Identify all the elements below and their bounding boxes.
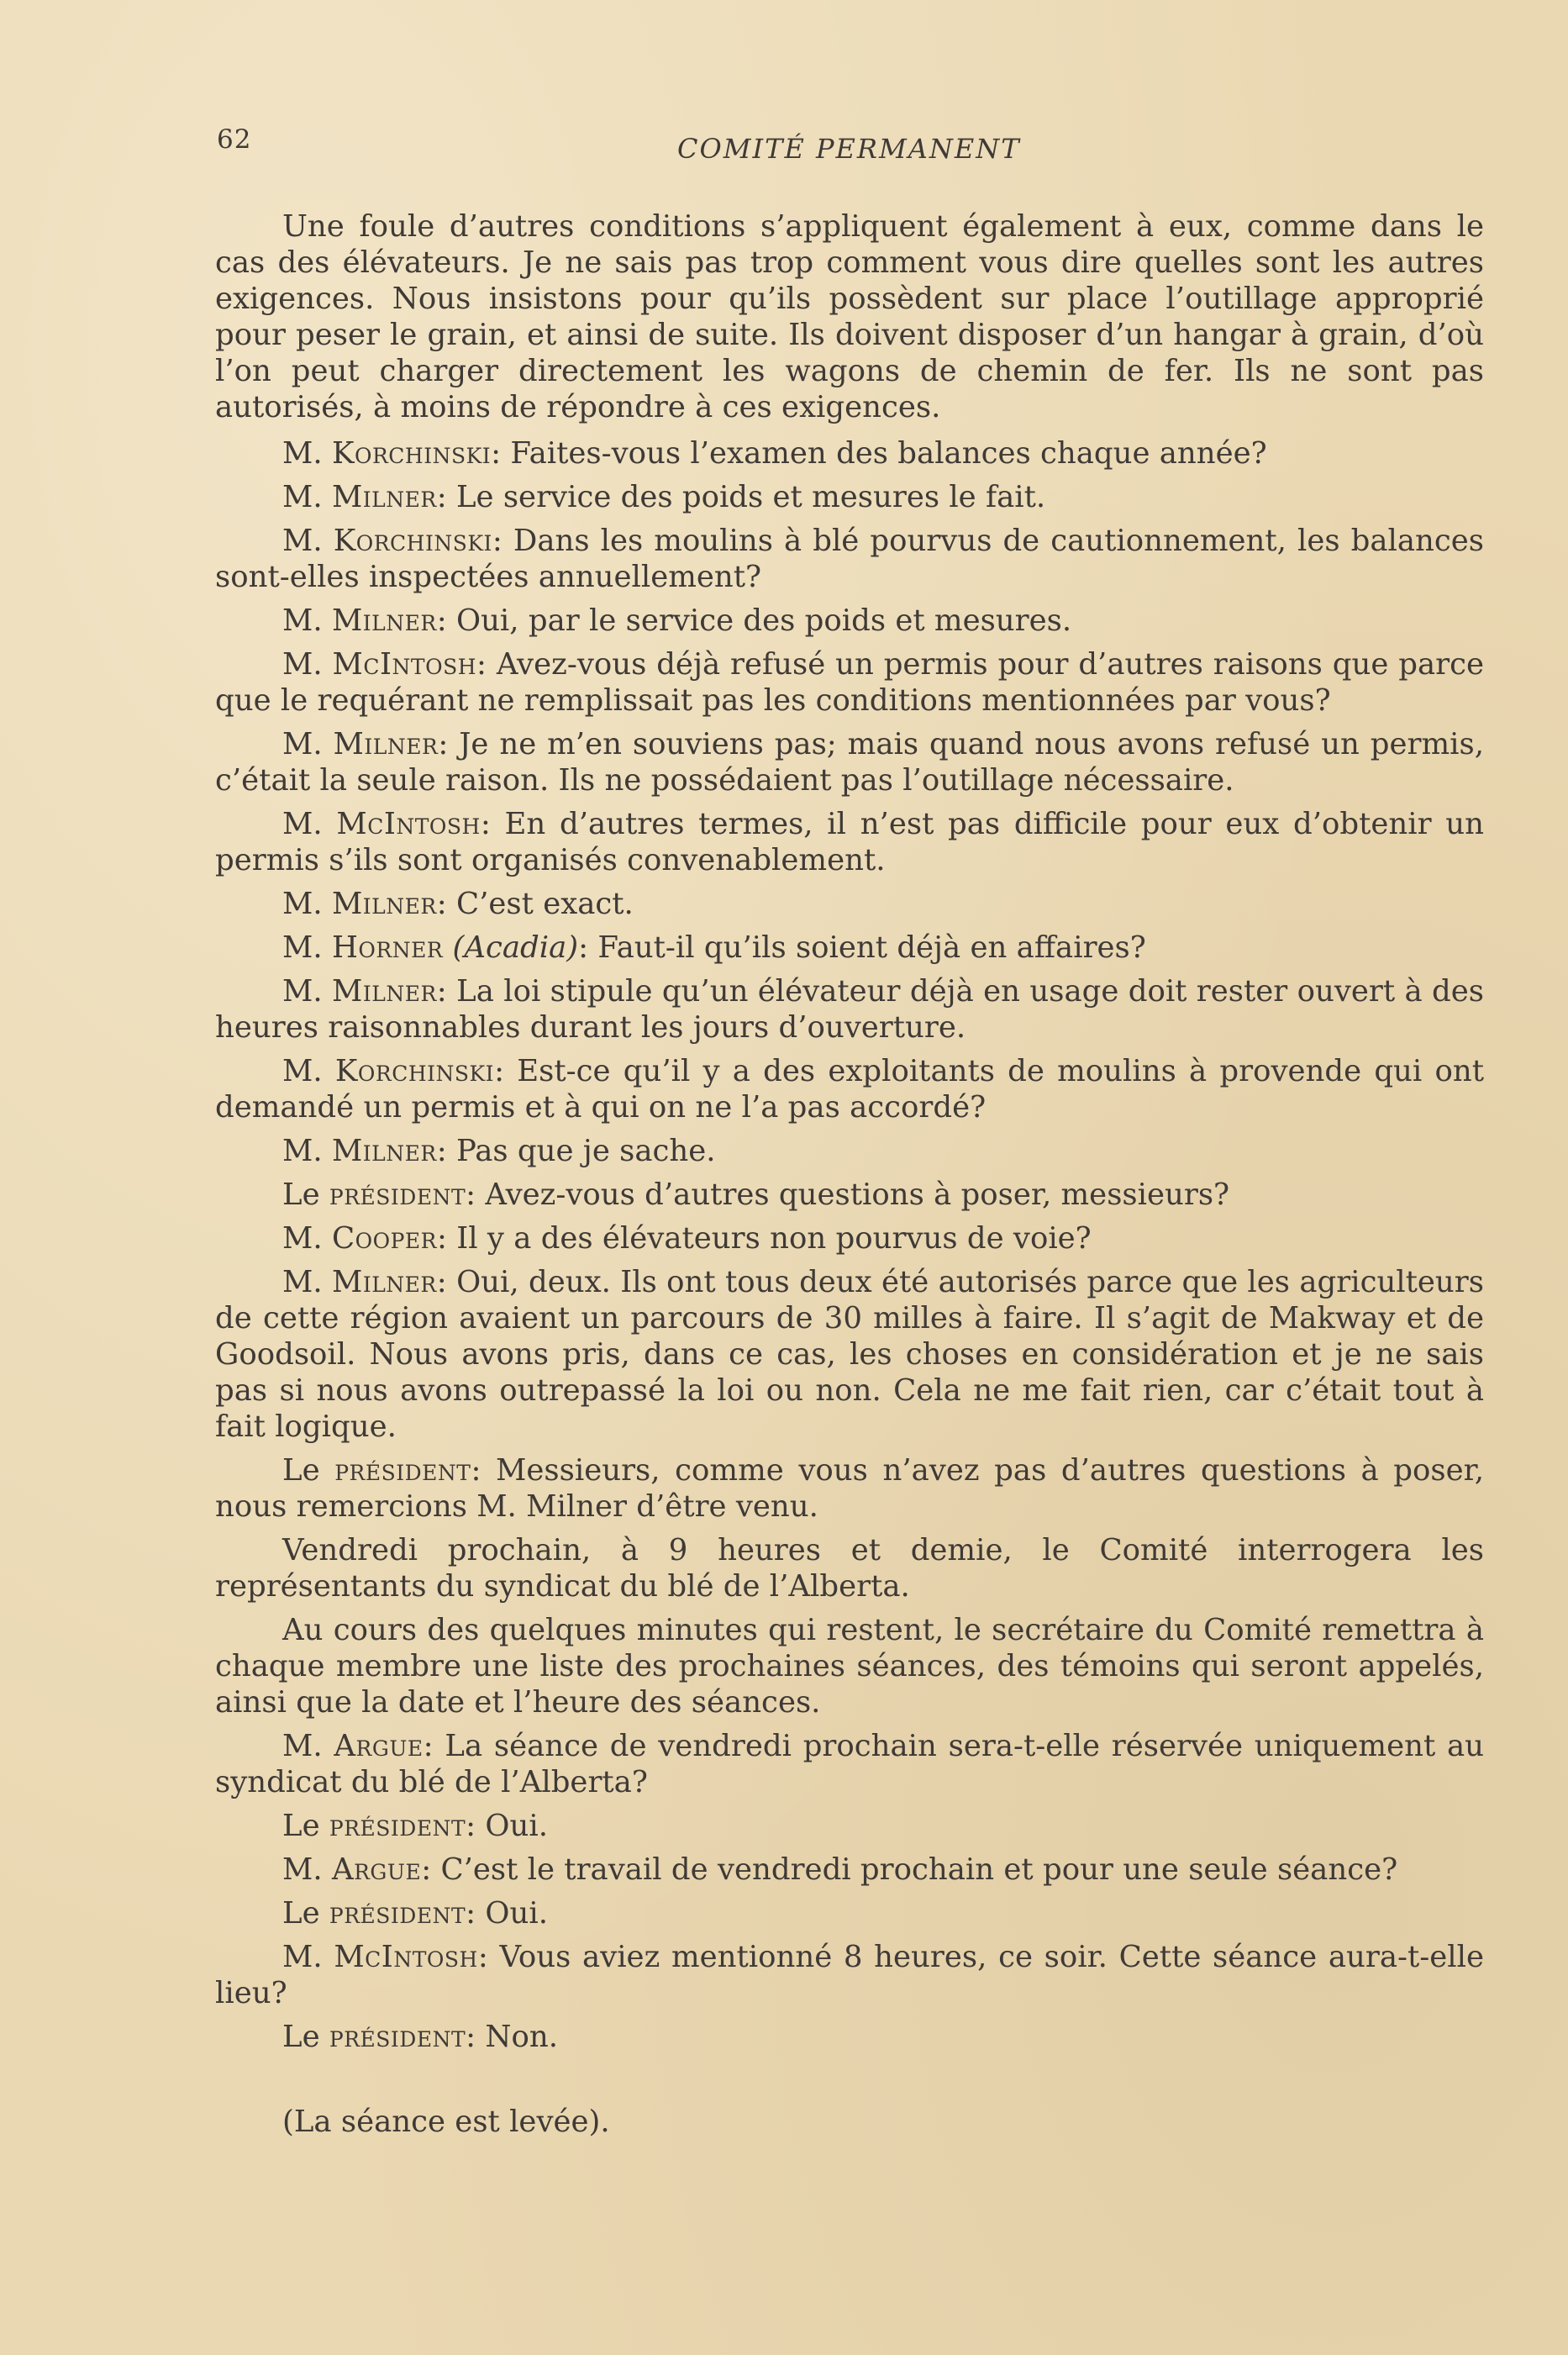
speaker-name: Milner <box>331 887 437 921</box>
speech-text: Le service des poids et mesures le fait. <box>455 480 1046 514</box>
speaker-name: Korchinski <box>333 524 492 558</box>
paragraph <box>215 1532 1484 1604</box>
paragraph <box>215 208 1484 425</box>
speech-paragraph: M. Milner: Je ne m’en souviens pas; mais quand nous avons refusé un permis, c’était la seule raison. Ils ne possédaient pas l’outillage nécessaire. <box>215 727 1484 798</box>
speaker-title: M. <box>282 974 323 1009</box>
speech-paragraph: M. Milner: La loi stipule qu’un élévateur déjà en usage doit rester ouvert à des heures raisonnables durant les jours d’ouverture. <box>215 974 1484 1045</box>
speaker-title: Le <box>282 1896 320 1931</box>
speech-paragraph: M. Korchinski: Est-ce qu’il y a des exploitants de moulins à provende qui ont demandé un permis et à qui on ne l’a pas accordé? <box>215 1054 1484 1125</box>
speaker-name: Argue <box>334 1729 424 1763</box>
speaker-title: M. <box>282 436 323 471</box>
speech-paragraph: M. Argue: C’est le travail de vendredi prochain et pour une seule séance? <box>282 1852 1398 1887</box>
speech-paragraph: M. Milner: Le service des poids et mesures le fait. <box>282 480 1046 514</box>
speech-paragraph: Le président: Oui. <box>282 1809 548 1843</box>
speech-text: Avez-vous d’autres questions à poser, messieurs? <box>485 1178 1230 1212</box>
speech-paragraph: M. Korchinski: Faites-vous l’examen des balances chaque année? <box>282 436 1267 471</box>
closing-text: (La séance est levée). <box>282 2105 610 2139</box>
speaker-name: Milner <box>332 974 437 1009</box>
speaker-name: McIntosh <box>332 647 477 682</box>
speech-paragraph: M. Horner (Acadia): Faut-il qu’ils soient déjà en affaires? <box>282 930 1146 965</box>
speaker-title: M. <box>282 1134 323 1168</box>
speaker-title: M. <box>282 807 323 841</box>
speech-text: La loi stipule qu’un élévateur déjà en usage doit rester ouvert à des heures raisonnables durant les jours d’ouverture. <box>215 974 1484 1045</box>
document-body <box>215 208 1484 2147</box>
speaker-name: Korchinski <box>334 1054 495 1088</box>
speech-text: En d’autres termes, il n’est pas difficile pour eux d’obtenir un permis s’ils sont organisés convenablement. <box>215 807 1484 877</box>
speaker-title: Le <box>282 1809 320 1843</box>
speech-paragraph: M. McIntosh: Vous aviez mentionné 8 heures, ce soir. Cette séance aura-t-elle lieu? <box>215 1940 1484 2010</box>
paragraph-text: Une foule d’autres conditions s’appliquent également à eux, comme dans le cas des élévateurs. Je ne sais pas trop comment vous dire quelles sont les autres exigences. Nous insistons pour qu’ils possèdent sur place l’outillage approprié pour peser le grain, et ainsi de suite. Ils doivent disposer d’un hangar à grain, d’où l’on peut charger directement les wagons de chemin de fer. Ils ne sont pas autorisés, à moins de répondre à ces exigences. <box>215 209 1484 424</box>
paragraph <box>215 1612 1484 1720</box>
speaker-title: M. <box>282 1265 323 1299</box>
speaker-name: Argue <box>331 1852 422 1887</box>
speech-text: C’est exact. <box>455 887 634 921</box>
speech-paragraph: M. Cooper: Il y a des élévateurs non pourvus de voie? <box>282 1221 1092 1256</box>
speech-paragraph: M. Milner: Oui, deux. Ils ont tous deux été autorisés parce que les agriculteurs de cette région avaient un parcours de 30 milles à faire. Il s’agit de Makway et de Goodsoil. Nous avons pris, dans ce cas, les choses en considération et je ne sais pas si nous avons outrepassé la loi ou non. Cela ne me fait rien, car c’était tout à fait logique. <box>215 1265 1484 1444</box>
speech-paragraph: Le président: Non. <box>282 2020 558 2054</box>
speech-text: La séance de vendredi prochain sera-t-elle réservée uniquement au syndicat du blé de l’Alberta? <box>215 1729 1484 1799</box>
closing-note <box>215 2104 1484 2140</box>
speaker-title: Le <box>282 2020 320 2054</box>
speaker-riding: (Acadia) <box>452 930 579 965</box>
running-title: COMITÉ PERMANENT <box>677 133 1021 165</box>
speaker-name: président <box>329 2020 466 2054</box>
speaker-name: Horner <box>331 930 444 965</box>
speaker-name: président <box>334 1453 471 1488</box>
speech-paragraph: Le président: Avez-vous d’autres questions à poser, messieurs? <box>282 1178 1230 1212</box>
speaker-name: Milner <box>333 727 439 761</box>
speech-paragraph: Le président: Oui. <box>282 1896 548 1931</box>
paragraph-text: Au cours des quelques minutes qui restent, le secrétaire du Comité remettra à chaque membre une liste des prochaines séances, des témoins qui seront appelés, ainsi que la date et l’heure des séances. <box>215 1613 1484 1720</box>
speech-text: Oui, deux. Ils ont tous deux été autorisés parce que les agriculteurs de cette région avaient un parcours de 30 milles à faire. Il s’agit de Makway et de Goodsoil. Nous avons pris, dans ce cas, les choses en considération et je ne sais pas si nous avons outrepassé la loi ou non. Cela ne me fait rien, car c’était tout à fait logique. <box>215 1265 1484 1444</box>
speech-paragraph: M. McIntosh: En d’autres termes, il n’est pas difficile pour eux d’obtenir un permis s’ils sont organisés convenablement. <box>215 807 1484 877</box>
paragraph-text: Vendredi prochain, à 9 heures et demie, le Comité interrogera les représentants du syndicat du blé de l’Alberta. <box>215 1533 1484 1604</box>
speech-paragraph: M. Milner: Oui, par le service des poids et mesures. <box>282 603 1072 638</box>
speech-text: Faut-il qu’ils soient déjà en affaires? <box>597 930 1146 965</box>
speech-text: Oui. <box>485 1809 548 1843</box>
speech-text: Est-ce qu’il y a des exploitants de moulins à provende qui ont demandé un permis et à qui on ne l’a pas accordé? <box>215 1054 1484 1125</box>
speaker-title: M. <box>282 887 323 921</box>
speaker-title: M. <box>282 603 323 638</box>
speech-text: Il y a des élévateurs non pourvus de voie? <box>456 1221 1092 1256</box>
speaker-name: président <box>329 1896 466 1931</box>
speaker-name: président <box>329 1809 466 1843</box>
speaker-title: M. <box>282 1852 323 1887</box>
speaker-title: M. <box>282 1054 323 1088</box>
speech-paragraph: M. McIntosh: Avez-vous déjà refusé un permis pour d’autres raisons que parce que le requérant ne remplissait pas les conditions mentionnées par vous? <box>215 647 1484 718</box>
speaker-name: Milner <box>331 1134 437 1168</box>
speech-text: Faites-vous l’examen des balances chaque année? <box>510 436 1267 471</box>
speech-text: Dans les moulins à blé pourvus de cautionnement, les balances sont-elles inspectées annuellement? <box>215 524 1484 594</box>
speaker-title: Le <box>282 1178 320 1212</box>
page-number: 62 <box>217 124 252 155</box>
speaker-title: M. <box>282 524 323 558</box>
speech-paragraph: M. Korchinski: Dans les moulins à blé pourvus de cautionnement, les balances sont-elles inspectées annuellement? <box>215 524 1484 594</box>
speaker-name: Cooper <box>331 1221 437 1256</box>
speech-text: Oui. <box>485 1896 548 1931</box>
speaker-title: M. <box>282 1940 323 1974</box>
page-header <box>217 124 1484 175</box>
speaker-name: Korchinski <box>331 436 492 471</box>
speech-paragraph: M. Milner: Pas que je sache. <box>282 1134 716 1168</box>
speech-paragraph: M. Milner: C’est exact. <box>282 887 634 921</box>
speech-text: Vous aviez mentionné 8 heures, ce soir. Cette séance aura-t-elle lieu? <box>215 1940 1484 2010</box>
speaker-name: Milner <box>331 1265 437 1299</box>
speech-text: C’est le travail de vendredi prochain et pour une seule séance? <box>440 1852 1398 1887</box>
speaker-title: M. <box>282 480 323 514</box>
speaker-name: président <box>329 1178 466 1212</box>
speech-text: Pas que je sache. <box>455 1134 716 1168</box>
speaker-title: M. <box>282 930 323 965</box>
speech-text: Avez-vous déjà refusé un permis pour d’autres raisons que parce que le requérant ne remplissait pas les conditions mentionnées par vous? <box>215 647 1484 718</box>
speaker-name: Milner <box>331 480 437 514</box>
speaker-title: M. <box>282 1729 323 1763</box>
speaker-title: M. <box>282 647 323 682</box>
speech-paragraph: Le président: Messieurs, comme vous n’avez pas d’autres questions à poser, nous remercions M. Milner d’être venu. <box>215 1453 1484 1524</box>
speech-paragraph: M. Argue: La séance de vendredi prochain sera-t-elle réservée uniquement au syndicat du blé de l’Alberta? <box>215 1729 1484 1799</box>
speaker-name: McIntosh <box>336 807 481 841</box>
speech-text: Messieurs, comme vous n’avez pas d’autres questions à poser, nous remercions M. Milner d’être venu. <box>215 1453 1484 1524</box>
speaker-name: McIntosh <box>334 1940 478 1974</box>
speaker-name: Milner <box>331 603 437 638</box>
speaker-title: Le <box>282 1453 320 1488</box>
speech-text: Je ne m’en souviens pas; mais quand nous avons refusé un permis, c’était la seule raison. Ils ne possédaient pas l’outillage nécessaire. <box>215 727 1484 798</box>
speech-text: Non. <box>485 2020 558 2054</box>
speech-text: Oui, par le service des poids et mesures. <box>455 603 1072 638</box>
speaker-title: M. <box>282 1221 323 1256</box>
speaker-title: M. <box>282 727 323 761</box>
